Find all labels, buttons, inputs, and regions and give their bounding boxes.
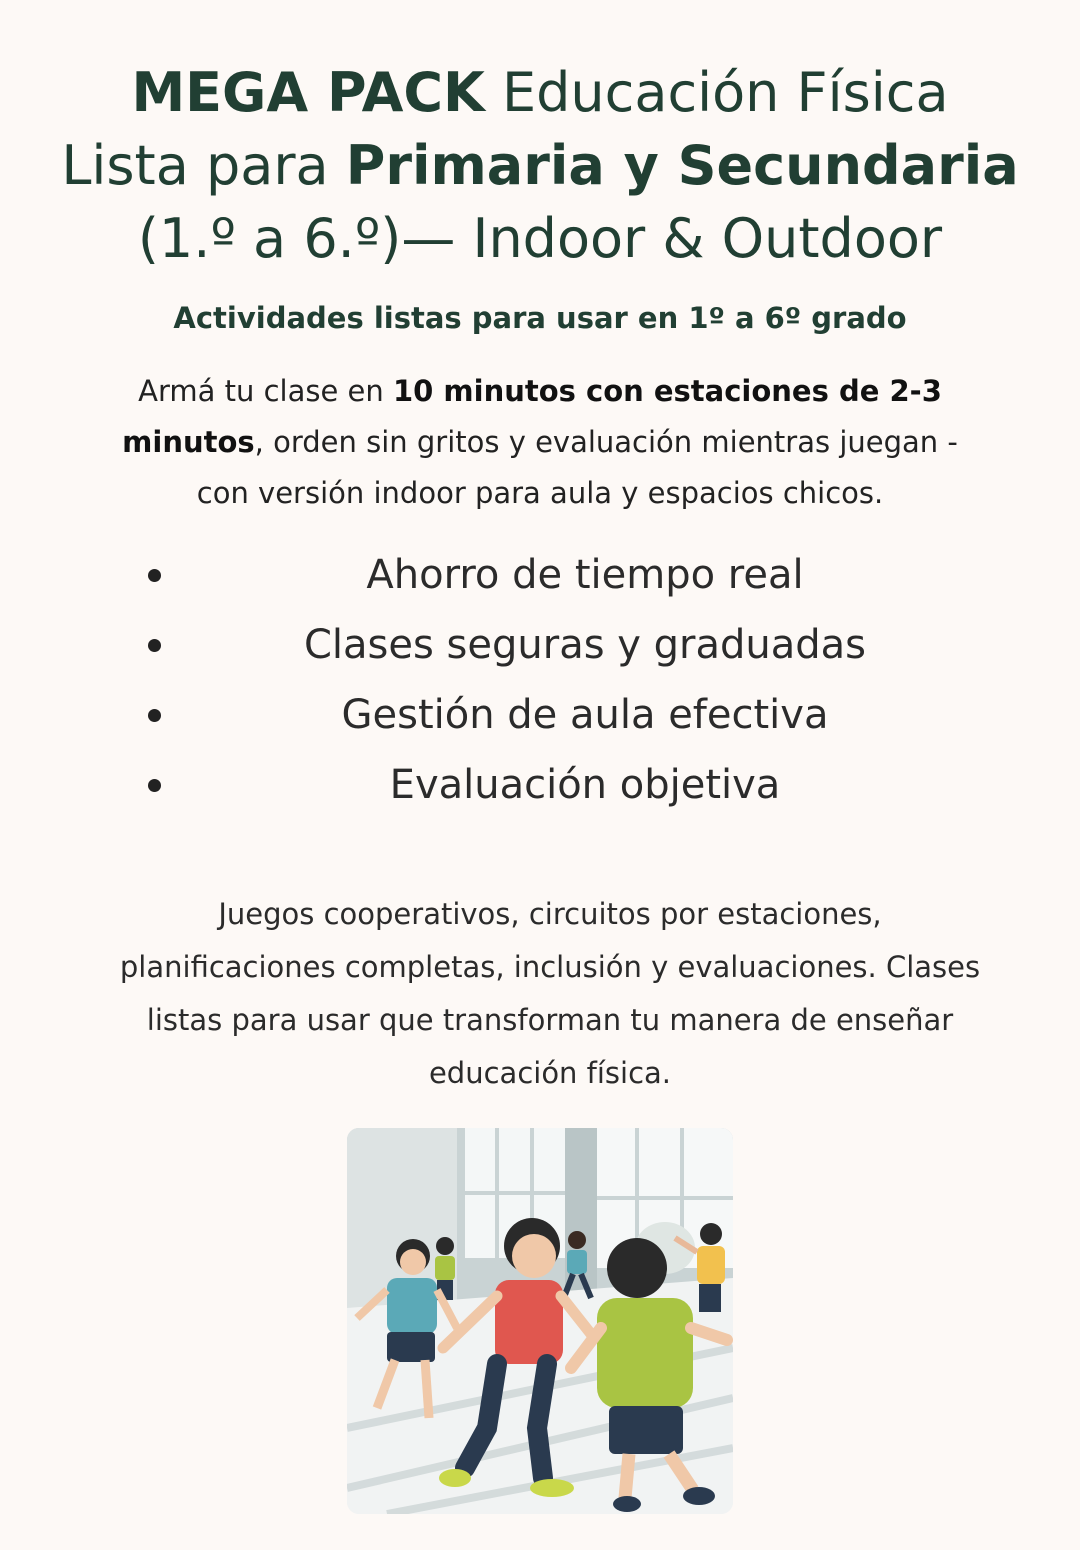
benefit-label: Evaluación objetiva [389, 762, 781, 808]
benefit-item [140, 680, 1000, 750]
intro-text [100, 366, 980, 519]
bullet-icon [148, 639, 161, 652]
benefit-item [140, 750, 1000, 820]
title-line-1 [40, 56, 1040, 129]
intro-highlight: 10 minutos con estaciones de 2-3 minutos [122, 374, 942, 459]
intro-suffix: , orden sin gritos y evaluación mientras juegan - con versión indoor para aula y espacios chicos. [196, 425, 958, 510]
benefit-label: Gestión de aula efectiva [341, 692, 829, 738]
bullet-icon [148, 569, 161, 582]
title-mega-pack: MEGA PACK [131, 61, 485, 124]
title-line-3: (1.º a 6.º)— Indoor & Outdoor [137, 207, 943, 270]
benefit-label: Ahorro de tiempo real [366, 552, 804, 598]
subtitle: Actividades listas para usar en 1º a 6º grado [173, 301, 907, 335]
intro-prefix: Armá tu clase en [138, 374, 393, 408]
bullet-icon [148, 709, 161, 722]
page-title [40, 56, 1040, 275]
bullet-icon [148, 779, 161, 792]
children-playing-illustration [347, 1128, 733, 1514]
title-subject: Educación Física [484, 61, 949, 124]
benefit-label: Clases seguras y graduadas [304, 622, 866, 668]
title-prefix: Lista para [61, 134, 346, 197]
benefit-item [140, 540, 1000, 610]
description: Juegos cooperativos, circuitos por estaciones, planificaciones completas, inclusión y evaluaciones. Clases listas para usar que transforman tu manera de enseñar educación física. [119, 897, 981, 1090]
title-line-2 [40, 129, 1040, 202]
children-playing-in-gym-illustration [347, 1128, 733, 1514]
benefits-list [140, 540, 1000, 820]
benefit-item [140, 610, 1000, 680]
title-levels: Primaria y Secundaria [345, 134, 1019, 197]
